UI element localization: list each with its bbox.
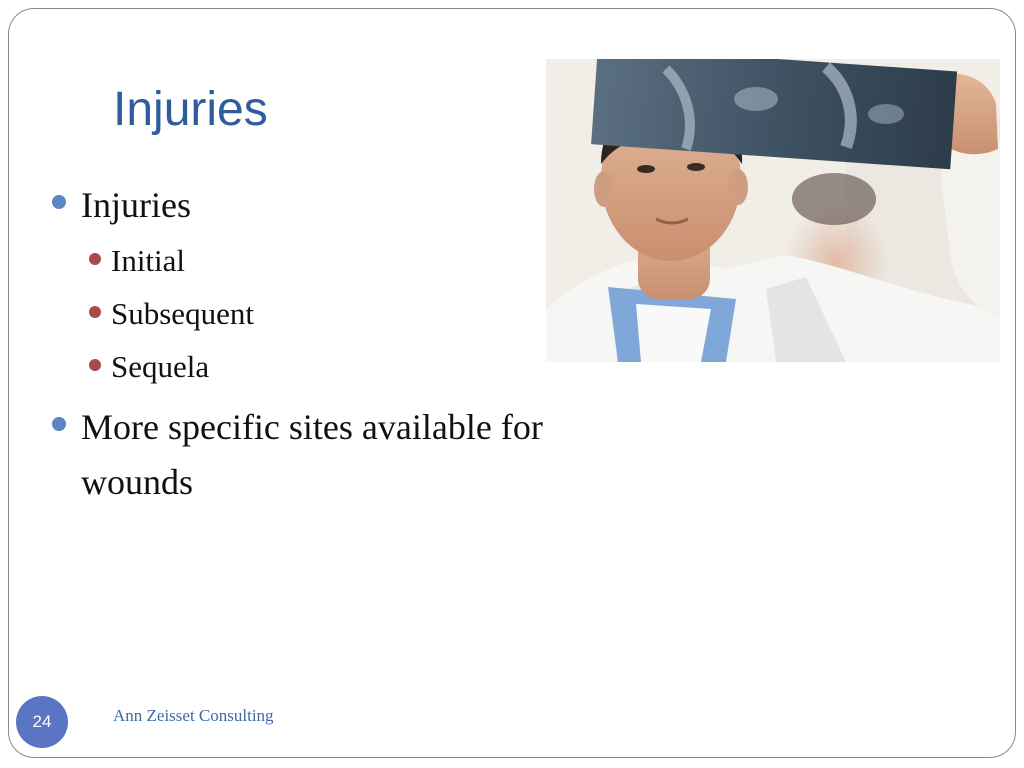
doctor-xray-illustration — [546, 59, 1000, 362]
bullet-injuries: Injuries — [81, 185, 191, 225]
doctor-xray-photo — [546, 59, 1000, 362]
footer-text: Ann Zeisset Consulting — [113, 706, 274, 725]
sub-bullet-sequela: Sequela — [111, 349, 210, 384]
slide-title: Injuries — [113, 83, 268, 136]
bullet-specific-sites-line2: wounds — [81, 462, 194, 502]
page-number-badge: 24 — [16, 696, 68, 748]
sub-bullet-subsequent: Subsequent — [111, 296, 254, 331]
sub-bullet-initial: Initial — [111, 243, 186, 278]
bullet-specific-sites-line1: More specific sites available for — [81, 407, 543, 447]
